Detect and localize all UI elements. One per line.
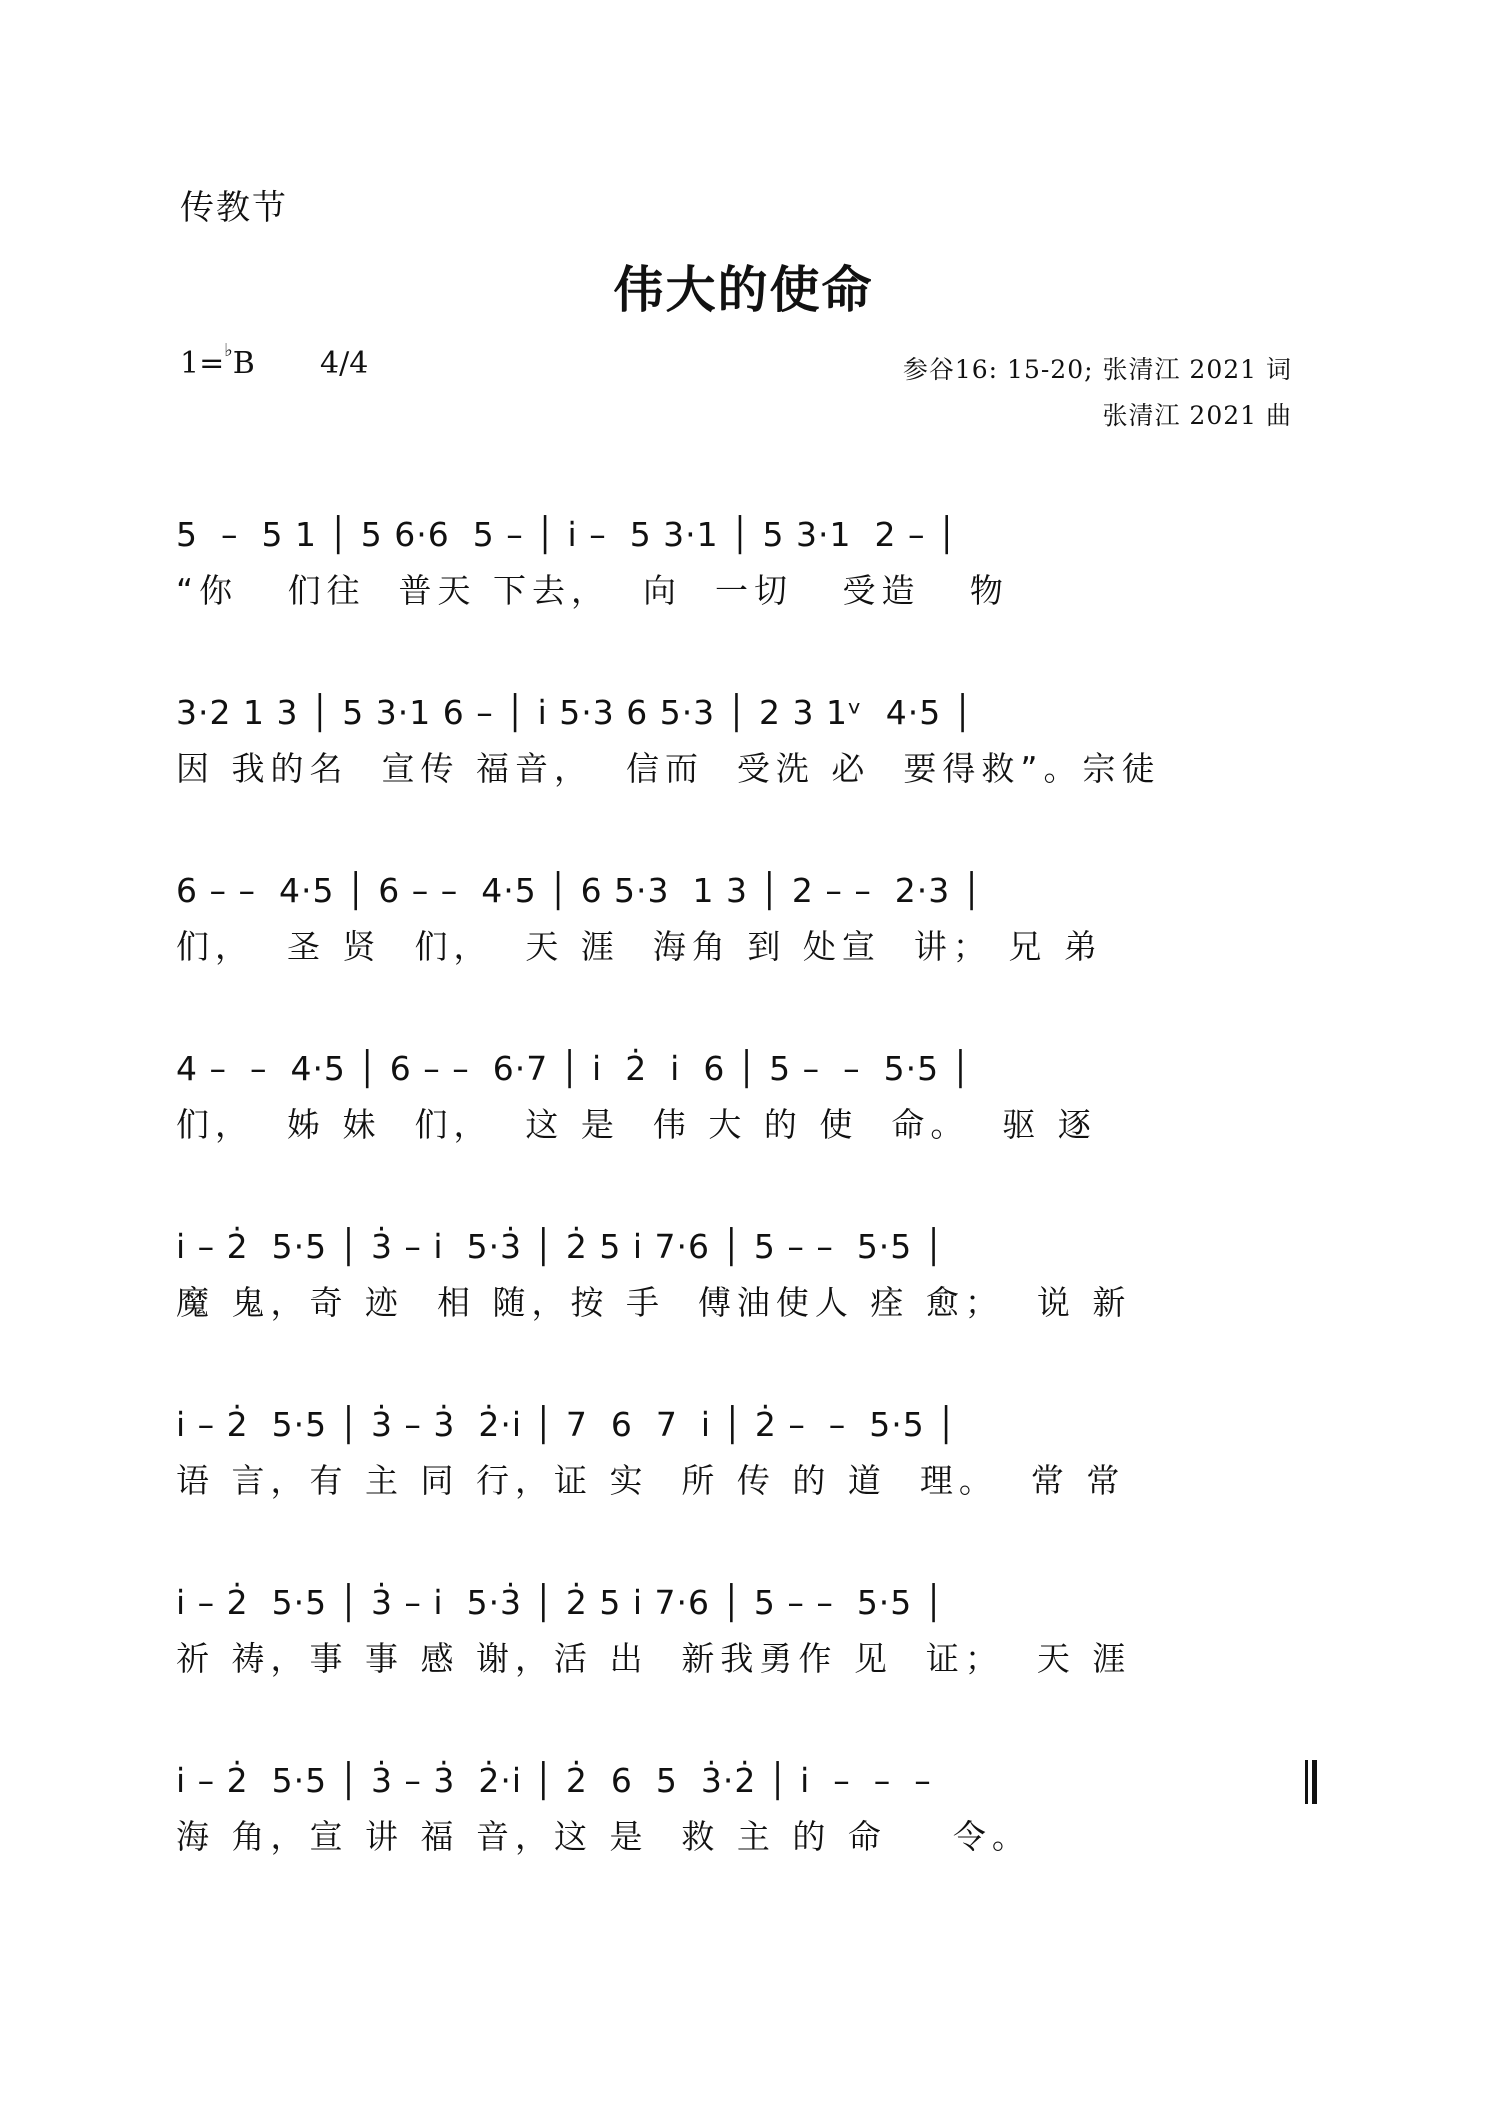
score-system-4 bbox=[176, 1044, 1316, 1164]
lyrics-line: 语 言，有 主 同 行，证 实 所 传 的 道 理。 常 常 bbox=[176, 1461, 1126, 1500]
notation-line: i̇ – 2̇ 5·5 │ 3̇ – i̇ 5·3̇ │ 2̇ 5 i̇ 7·6 │ 5 – – 5·5 │ bbox=[176, 1583, 945, 1622]
notation-line: 4 – – 4·5 │ 6 – – 6·7 │ i̇ 2̇ i̇ 6 │ 5 – – 5·5 │ bbox=[176, 1049, 972, 1088]
song-title: 伟大的使命 bbox=[613, 261, 874, 319]
time-signature: 4/4 bbox=[320, 346, 369, 381]
score-system-7 bbox=[176, 1578, 1316, 1698]
lyrics-line: 魔 鬼，奇 迹 相 随，按 手 傅油使人 痊 愈； 说 新 bbox=[176, 1283, 1132, 1322]
score-system-2 bbox=[176, 688, 1316, 808]
flat-icon: ♭ bbox=[224, 340, 233, 361]
lyrics-line: 祈 祷，事 事 感 谢，活 出 新我勇作 见 证； 天 涯 bbox=[176, 1639, 1132, 1678]
score-system-5 bbox=[176, 1222, 1316, 1342]
category-label: 传教节 bbox=[180, 188, 288, 228]
lyricist-credit: 参谷16: 15-20; 张清江 2021 词 bbox=[902, 355, 1292, 384]
notation-line: i̇ – 2̇ 5·5 │ 3̇ – i̇ 5·3̇ │ 2̇ 5 i̇ 7·6 │ 5 – – 5·5 │ bbox=[176, 1227, 945, 1266]
lyrics-line: “你 们往 普天 下去， 向 一切 受造 物 bbox=[176, 571, 1009, 610]
score-system-8 bbox=[176, 1756, 1316, 1876]
final-barline bbox=[1305, 1760, 1316, 1804]
key-signature bbox=[180, 340, 255, 381]
lyrics-line: 因 我的名 宣传 福音， 信而 受洗 必 要得救”。宗徒 bbox=[176, 749, 1161, 788]
score-system-1 bbox=[176, 510, 1316, 630]
lyrics-line: 们， 圣 贤 们， 天 涯 海角 到 处宣 讲； 兄 弟 bbox=[176, 927, 1103, 966]
notation-line: i̇ – 2̇ 5·5 │ 3̇ – 3̇ 2̇·i̇ │ 2̇ 6 5 3̇·2̇ │ i̇ – – – bbox=[176, 1761, 932, 1800]
notation-line: 5 – 5 1 │ 5 6·6 5 – │ i̇ – 5 3·1 │ 5 3·1 2 – │ bbox=[176, 515, 958, 554]
notation-line: i̇ – 2̇ 5·5 │ 3̇ – 3̇ 2̇·i̇ │ 7 6 7 i̇ │ 2̇ – – 5·5 │ bbox=[176, 1405, 958, 1444]
lyrics-line: 们， 姊 妹 们， 这 是 伟 大 的 使 命。 驱 逐 bbox=[176, 1105, 1097, 1144]
key-note: B bbox=[232, 346, 255, 381]
notation-line: 6 – – 4·5 │ 6 – – 4·5 │ 6 5·3 1 3 │ 2 – – 2·3 │ bbox=[176, 871, 983, 910]
score-system-6 bbox=[176, 1400, 1316, 1520]
key-prefix: 1= bbox=[180, 346, 225, 381]
composer-credit: 张清江 2021 曲 bbox=[1102, 401, 1292, 430]
notation-line: 3·2 1 3 │ 5 3·1 6 – │ i̇ 5·3 6 5·3 │ 2 3 1ᵛ 4·5 │ bbox=[176, 693, 974, 732]
lyrics-line: 海 角，宣 讲 福 音，这 是 救 主 的 命 令。 bbox=[176, 1817, 1031, 1856]
score-system-3 bbox=[176, 866, 1316, 986]
